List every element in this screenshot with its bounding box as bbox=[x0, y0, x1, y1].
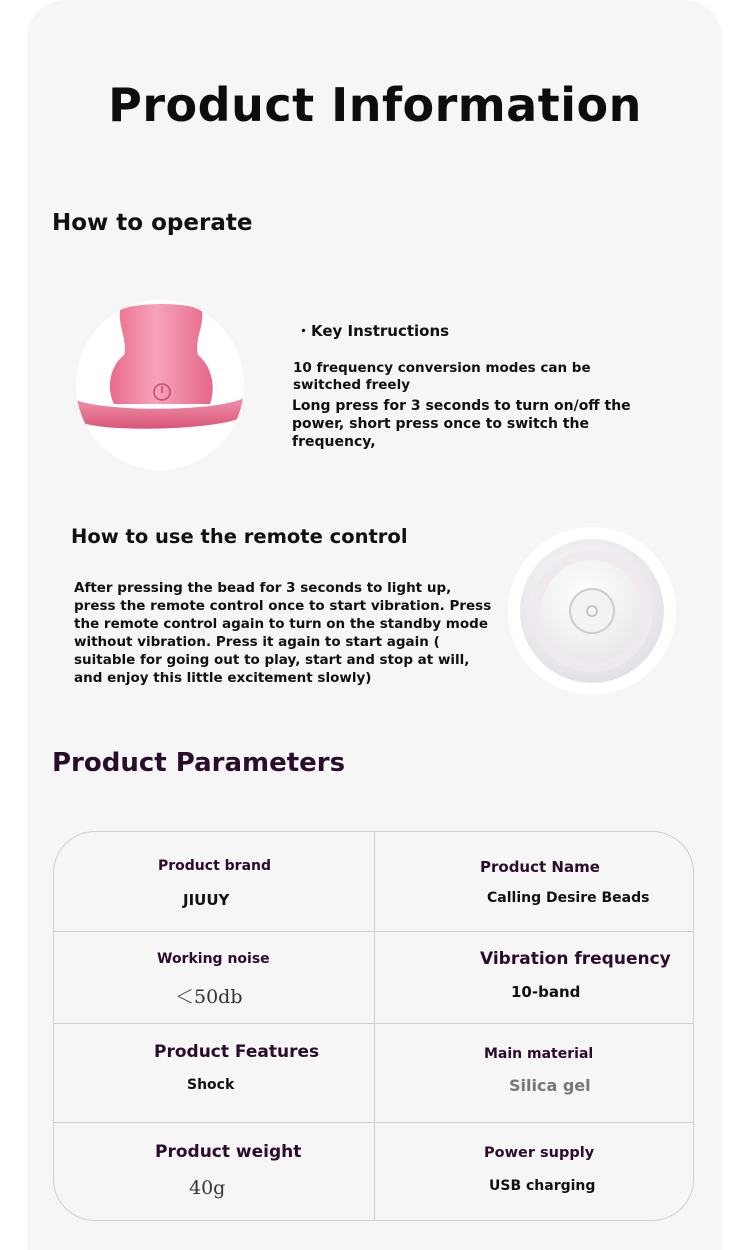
remote-heading: How to use the remote control bbox=[71, 525, 408, 548]
product-illustration bbox=[76, 300, 244, 470]
brand-label: Product brand bbox=[158, 858, 271, 874]
features-value: Shock bbox=[187, 1077, 235, 1093]
weight-label: Product weight bbox=[155, 1142, 302, 1162]
remote-instructions: After pressing the bead for 3 seconds to light up, press the remote control once to start vibration. Press the remote control again to turn on the standby mode without vibration. Press it again to start again ( suitable for going out to play, start and stop at will, and enjoy this little excitement slowly) bbox=[74, 580, 492, 686]
table-divider bbox=[54, 1023, 693, 1024]
power-value: USB charging bbox=[489, 1178, 596, 1194]
material-label: Main material bbox=[484, 1046, 594, 1062]
page-title: Product Information bbox=[108, 78, 642, 132]
noise-value: ＜50db bbox=[175, 986, 243, 1008]
material-value: Silica gel bbox=[509, 1076, 591, 1095]
parameters-heading: Product Parameters bbox=[52, 748, 346, 778]
remote-illustration bbox=[508, 527, 676, 695]
brand-value: JIUUY bbox=[183, 891, 230, 909]
remote-button-icon bbox=[570, 589, 614, 633]
weight-value: 40g bbox=[189, 1177, 226, 1199]
features-label: Product Features bbox=[154, 1042, 320, 1062]
table-divider bbox=[54, 931, 693, 932]
frequency-value: 10-band bbox=[511, 983, 581, 1001]
parameters-table bbox=[53, 831, 694, 1221]
name-value: Calling Desire Beads bbox=[487, 890, 650, 906]
remote-photo bbox=[508, 527, 676, 695]
noise-label: Working noise bbox=[157, 951, 270, 967]
key-instructions-line2: Long press for 3 seconds to turn on/off the power, short press once to switch the frequency, bbox=[292, 398, 631, 450]
operate-heading: How to operate bbox=[52, 210, 253, 236]
table-divider bbox=[374, 832, 375, 1220]
table-divider bbox=[54, 1122, 693, 1123]
key-instructions-title: ・Key Instructions bbox=[296, 322, 450, 340]
power-label: Power supply bbox=[484, 1145, 595, 1161]
name-label: Product Name bbox=[480, 858, 600, 876]
product-photo bbox=[76, 300, 244, 470]
frequency-label: Vibration frequency bbox=[480, 949, 671, 969]
key-instructions-line1: 10 frequency conversion modes can be switched freely bbox=[293, 360, 591, 393]
